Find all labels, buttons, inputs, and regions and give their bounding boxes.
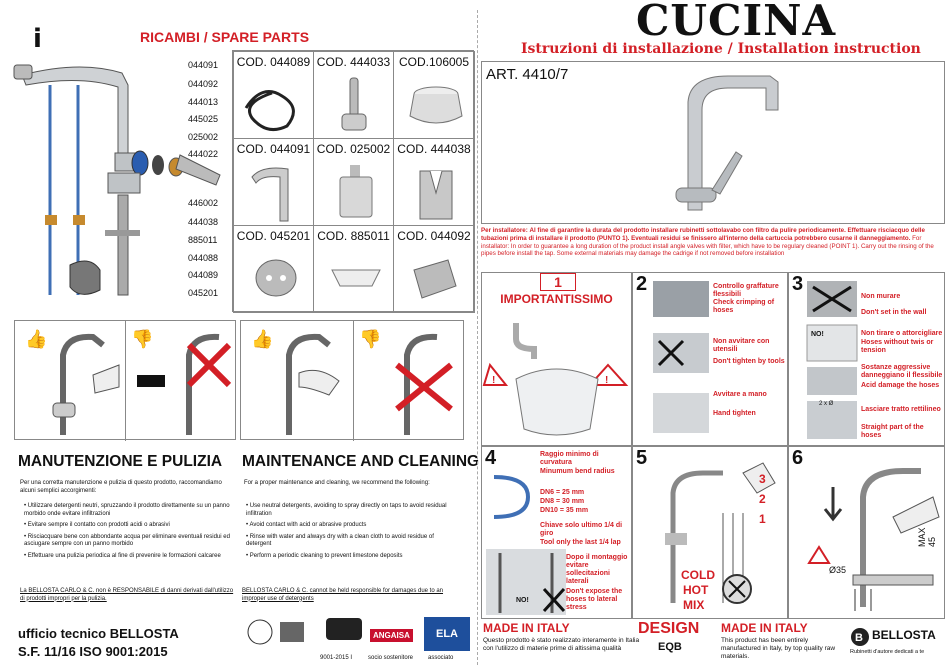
bend-radius-figure (488, 467, 540, 527)
made-in-italy-it: MADE IN ITALY (483, 621, 570, 635)
svg-text:!: ! (605, 375, 609, 386)
ela-logo: ELA (424, 617, 470, 651)
bullet-item: • Avoid contact with acid or abrasive products (246, 522, 367, 529)
step-number: 6 (792, 447, 804, 469)
svg-text:!: ! (492, 375, 496, 386)
cod-label: COD. 044089 (236, 55, 311, 69)
body-image (416, 163, 456, 223)
made-in-italy-it-text: Questo prodotto è stato realizzato interamente in Italia con l'utilizzo di materie prime di altissima qualità (483, 637, 640, 652)
step-number: 2 (636, 273, 648, 295)
step3-text-2: Don't set in the wall (861, 309, 927, 316)
step4-text-3: Chiave solo ultimo 1/4 di giro (540, 522, 623, 537)
disclaimer-en: BELLOSTA CARLO & C. cannot be held responsible for damages due to an improper use of detergents (242, 588, 444, 602)
grid-label: 2 x Ø (819, 401, 834, 407)
step2-text-1: Controllo graffature flessibili (713, 283, 779, 298)
part-code: 044088 (188, 253, 219, 263)
seq-1: 1 (759, 512, 766, 526)
step3-text-3: Non tirare o attorcigliare (861, 330, 943, 337)
part-code: 044092 (188, 79, 219, 89)
cod-cell (393, 225, 475, 313)
step4-text-1: Raggio minimo di curvatura (540, 451, 599, 466)
cod-label: COD.106005 (398, 55, 470, 69)
step5-mix-labels (681, 568, 715, 613)
step2-text-4: Don't tighten by tools (713, 358, 785, 365)
part-code: 446002 (188, 198, 219, 208)
hose-image (242, 78, 306, 134)
cod-label: COD. 044091 (236, 142, 311, 156)
made-in-italy-en-text: This product has been entirely manufactured in Italy, by top quality raw materials. (721, 637, 836, 660)
seq-2: 2 (759, 492, 766, 506)
step4-text-4: Tool only the last 1/4 lap (540, 539, 621, 546)
office-label: ufficio tecnico BELLOSTA (18, 626, 179, 641)
part-code: 444038 (188, 217, 219, 227)
no-spray-figure (129, 325, 233, 437)
seq-3: 3 (759, 472, 766, 486)
step3-text-5: Sostanze aggressive danneggiano il flessibile (861, 364, 943, 379)
step-6 (788, 446, 945, 619)
step-4 (481, 446, 632, 619)
step3-figures (807, 281, 859, 441)
maintenance-title-it: MANUTENZIONE E PULIZIA (18, 453, 223, 470)
step2-text-3: Non avvitare con utensili (713, 338, 770, 353)
angaisa-caption: socio sostenitore (368, 655, 414, 661)
part-code: 025002 (188, 132, 219, 142)
lateral-stress-figure (486, 549, 568, 617)
cert-logos (246, 618, 308, 652)
step2-text-2: Check crimping of hoses (713, 299, 775, 314)
ela-caption: associato (428, 655, 454, 661)
thumbs-down-icon: 👎 (131, 329, 154, 349)
step-5 (632, 446, 788, 619)
no-label: NO! (811, 331, 824, 338)
maintenance-illustration-en (240, 320, 464, 440)
bullet-item: • Utilizzare detergenti neutri, spruzzando il prodotto direttamente su un panno morbido onde evitare infiltrazioni (24, 503, 230, 517)
weight-image (252, 254, 300, 302)
installer-label: Per installatore: (481, 227, 528, 234)
step-3 (788, 272, 945, 446)
cod-label: COD. 025002 (316, 142, 391, 156)
spare-parts-grid (232, 50, 474, 312)
bullet-item: • Rinse with water and always dry with a clean cloth to avoid residue of detergent (246, 533, 434, 548)
step3-text-7: Lasciare tratto rettilineo (861, 406, 941, 413)
bellosta-logo (850, 625, 938, 659)
step5-sequence (759, 469, 766, 529)
installer-text-it: Al fine di garantire la durata del prodotto installare rubinetti sottolavabo con filtro da pulire periodicamente. Effettuare risciacquo delle tubazioni prima di installare il prodotto (PUNTO 1). Eventuali residui se finissero all'interno della cartuccia potrebbero cusarne il danneggiamento. (481, 227, 925, 242)
maintenance-illustration-it (14, 320, 236, 440)
installer-note (481, 227, 945, 258)
cod-label: COD. 444038 (397, 142, 471, 156)
ring-image (408, 84, 464, 130)
lever-image (338, 76, 372, 136)
design-title: DESIGN (638, 620, 700, 637)
dn6: DN6 = 25 mm (540, 489, 585, 496)
thumbs-up-icon: 👍 (251, 329, 274, 349)
exploded-faucet-drawing (10, 55, 185, 310)
step-number: 3 (792, 273, 804, 295)
cod-cell (313, 138, 394, 226)
part-code: 444022 (188, 149, 219, 159)
maintenance-bullets-en (246, 503, 460, 565)
bullet-item: • Evitare sempre il contatto con prodotti acidi o abrasivi (24, 522, 170, 529)
product-box (481, 61, 945, 224)
maintenance-intro-en: For a proper maintenance and cleaning, we recommend the following: (244, 480, 430, 486)
cod-cell (233, 51, 314, 139)
bellosta-tagline: Rubinetti d'autore dedicati a te (850, 649, 925, 655)
thumbs-down-icon: 👎 (359, 329, 382, 349)
step2-text-6: Hand tighten (713, 410, 756, 417)
no-abrasive-figure (357, 325, 461, 437)
step3-text-6: Acid damage the hoses (861, 382, 940, 389)
thumbs-up-icon: 👍 (25, 329, 48, 349)
article-label: ART. 4410/7 (486, 66, 569, 83)
diameter-label: Ø35 (829, 565, 847, 575)
part-code: 044091 (188, 60, 219, 70)
angaisa-logo: ANGAISA (370, 629, 413, 642)
cod-label: COD. 444033 (316, 55, 391, 69)
cert-caption: 9001-2015 I (320, 655, 353, 661)
brand-title: CUCINA (636, 0, 837, 45)
cod-cell (233, 225, 314, 313)
part-code: 444013 (188, 97, 219, 107)
design-signature: EQB (658, 641, 682, 653)
cert-logo-2 (324, 614, 364, 644)
spout-image (248, 163, 304, 223)
hot-label: HOT (683, 583, 709, 597)
dn10: DN10 = 35 mm (540, 507, 589, 514)
step2-figures (653, 281, 711, 441)
max-label: MAX 45 (917, 527, 937, 547)
step-number: 1 (540, 273, 576, 291)
subtitle: Istruzioni di installazione / Installation instruction (521, 41, 921, 57)
cod-label: COD. 885011 (317, 229, 390, 243)
cold-label: COLD (681, 568, 715, 582)
maintenance-intro-it: Per una corretta manutenzione e pulizia di questo prodotto, raccomandiamo alcuni semplici accorgimenti: (20, 480, 222, 494)
spray-head-image (408, 256, 464, 306)
bellosta-mark-icon (850, 627, 870, 647)
importantissimo: IMPORTANTISSIMO (500, 292, 613, 306)
part-code: 044089 (188, 270, 219, 280)
iso-label: S.F. 11/16 ISO 9001:2015 (18, 644, 168, 659)
step-1 (481, 272, 632, 446)
cod-cell (313, 225, 394, 313)
made-in-italy-en: MADE IN ITALY (721, 621, 808, 635)
svg-text:B: B (855, 632, 863, 644)
step2-text-5: Avvitare a mano (713, 391, 767, 398)
cod-cell (313, 51, 394, 139)
part-code: 045201 (188, 288, 219, 298)
step4-text-2: Minumum bend radius (540, 468, 615, 475)
cod-cell (393, 138, 475, 226)
bullet-item: • Use neutral detergents, avoiding to spray directly on taps to avoid residual infiltration (246, 503, 447, 517)
step-2 (632, 272, 788, 446)
product-faucet-image (662, 70, 792, 220)
maintenance-bullets-it (24, 503, 236, 565)
step-number: 4 (485, 447, 497, 469)
bucket-figure (486, 309, 629, 443)
spare-parts-title: RICAMBI / SPARE PARTS (140, 29, 310, 45)
step3-text-4: Hoses without twis or tension (861, 339, 934, 354)
cartridge-image (336, 163, 376, 223)
cod-cell (393, 51, 475, 139)
step3-text-1: Non murare (861, 293, 901, 300)
step4-text-5: Dopo il montaggio evitare sollecitazioni laterali (566, 554, 628, 585)
ok-rinse-figure (249, 325, 349, 437)
dn8: DN8 = 30 mm (540, 498, 585, 505)
bellosta-name: BELLOSTA (872, 628, 936, 642)
installer-text-en: For installator: In order to guarantee a long duration of the product install angle valves with filter, which have to be regulary cleaned (POINT 1). Carry out the rinsing of the pipes before install the tap. Some external materials may damage the cadrige if not removed before installation (481, 234, 934, 258)
cod-cell (233, 138, 314, 226)
info-icon: i (33, 24, 42, 54)
clip-image (328, 266, 384, 298)
step4-text-6: Don't expose the hoses to lateral stress (566, 588, 623, 611)
cod-label: COD. 044092 (397, 229, 471, 243)
cod-label: COD. 045201 (236, 229, 311, 243)
bullet-item: • Risciacquare bene con abbondante acqua per eliminare eventuali residui ed asciugare sempre con un panno morbido (24, 533, 230, 548)
no-label: NO! (516, 597, 529, 604)
part-code: 885011 (188, 235, 218, 245)
step-number: 5 (636, 447, 648, 469)
disclaimer-it: La BELLOSTA CARLO & C. non è RESPONSABILE di danni derivati dall'utilizzo di prodotti impropri per la pulizia. (20, 588, 234, 602)
part-code: 445025 (188, 114, 219, 124)
fold-line (477, 10, 478, 665)
bullet-item: • Effettuare una pulizia periodica al fine di prevenire le formazioni calcaree (24, 552, 221, 559)
maintenance-title-en: MAINTENANCE AND CLEANING (242, 453, 480, 470)
step3-text-8: Straight part of the hoses (861, 424, 924, 439)
mix-label: MIX (683, 598, 705, 612)
bullet-item: • Perform a periodic cleaning to prevent limestone deposits (246, 552, 403, 559)
ok-cloth-figure (23, 325, 123, 437)
